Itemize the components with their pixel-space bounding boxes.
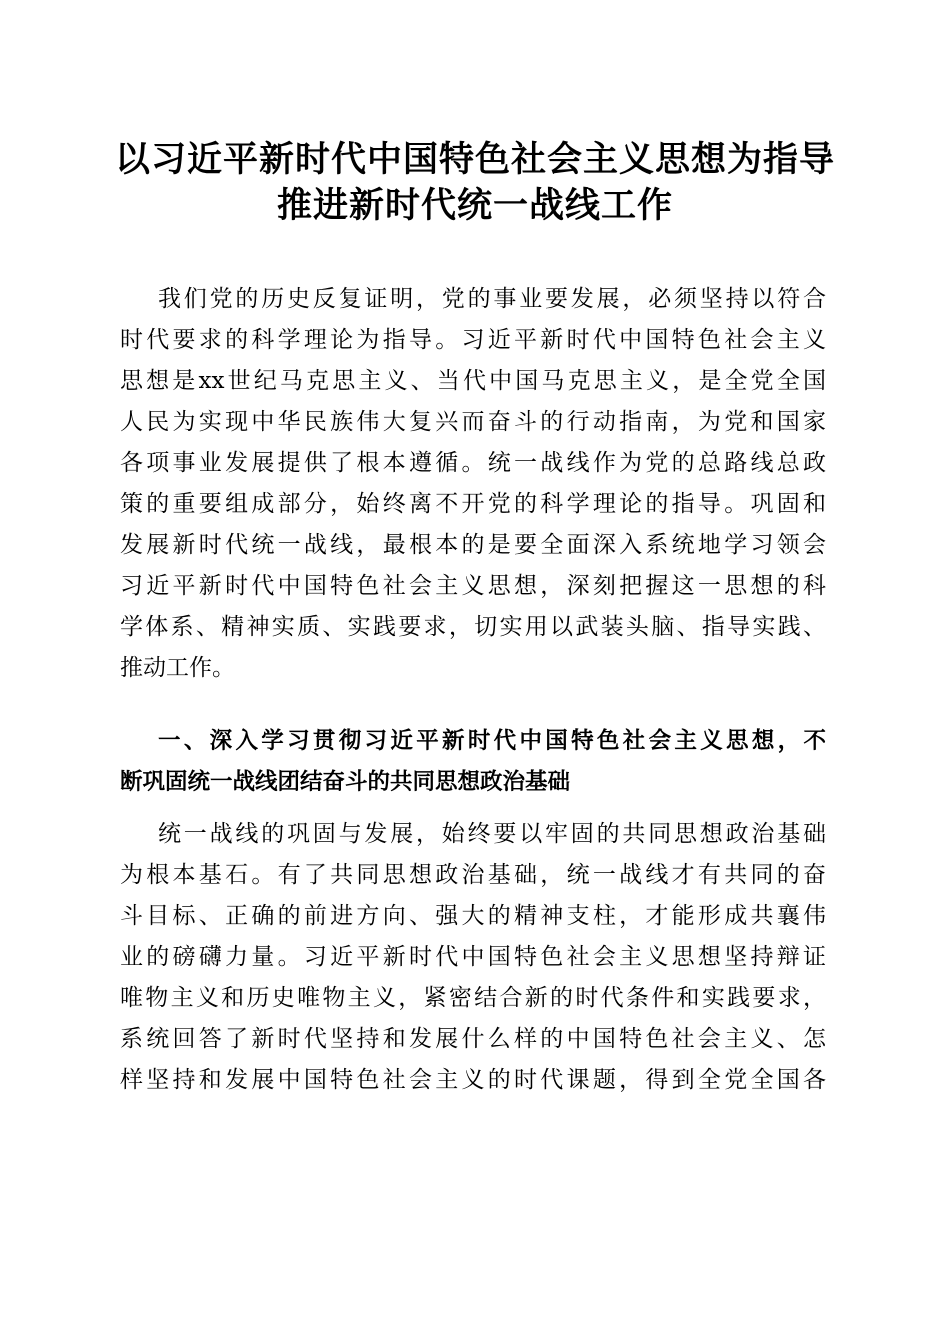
paragraph-line: 学体系、精神实质、实践要求，切实用以武装头脑、指导实践、: [120, 614, 826, 640]
paragraph-line: 发展新时代统一战线，最根本的是要全面深入系统地学习领会: [120, 532, 826, 558]
paragraph-line: 推动工作。: [120, 655, 235, 681]
paragraph-line: 统一战线的巩固与发展，始终要以牢固的共同思想政治基础: [158, 821, 826, 847]
paragraph-line: 策的重要组成部分，始终离不开党的科学理论的指导。巩固和: [120, 491, 826, 517]
paragraph-line: 各项事业发展提供了根本遵循。统一战线作为党的总路线总政: [120, 450, 826, 476]
paragraph-line: 人民为实现中华民族伟大复兴而奋斗的行动指南，为党和国家: [120, 409, 826, 435]
paragraph-line: 思想是xx世纪马克思主义、当代中国马克思主义，是全党全国: [120, 368, 826, 394]
document-title-line-2: 推进新时代统一战线工作: [276, 185, 673, 226]
paragraph-line: 唯物主义和历史唯物主义，紧密结合新的时代条件和实践要求，: [120, 985, 826, 1011]
paragraph-line: 斗目标、正确的前进方向、强大的精神支柱，才能形成共襄伟: [120, 903, 826, 929]
paragraph-line: 业的磅礴力量。习近平新时代中国特色社会主义思想坚持辩证: [120, 944, 826, 970]
section-heading-line: 断巩固统一战线团结奋斗的共同思想政治基础: [120, 769, 571, 795]
paragraph-line: 系统回答了新时代坚持和发展什么样的中国特色社会主义、怎: [120, 1026, 826, 1052]
paragraph-line: 时代要求的科学理论为指导。习近平新时代中国特色社会主义: [120, 327, 826, 353]
paragraph-line: 习近平新时代中国特色社会主义思想，深刻把握这一思想的科: [120, 573, 826, 599]
paragraph-line: 我们党的历史反复证明，党的事业要发展，必须坚持以符合: [158, 286, 826, 312]
paragraph-line: 为根本基石。有了共同思想政治基础，统一战线才有共同的奋: [120, 862, 826, 888]
section-heading-line: 一、深入学习贯彻习近平新时代中国特色社会主义思想，不: [158, 728, 826, 754]
document-title-line-1: 以习近平新时代中国特色社会主义思想为指导: [114, 139, 835, 180]
paragraph-line: 样坚持和发展中国特色社会主义的时代课题，得到全党全国各: [120, 1067, 826, 1093]
